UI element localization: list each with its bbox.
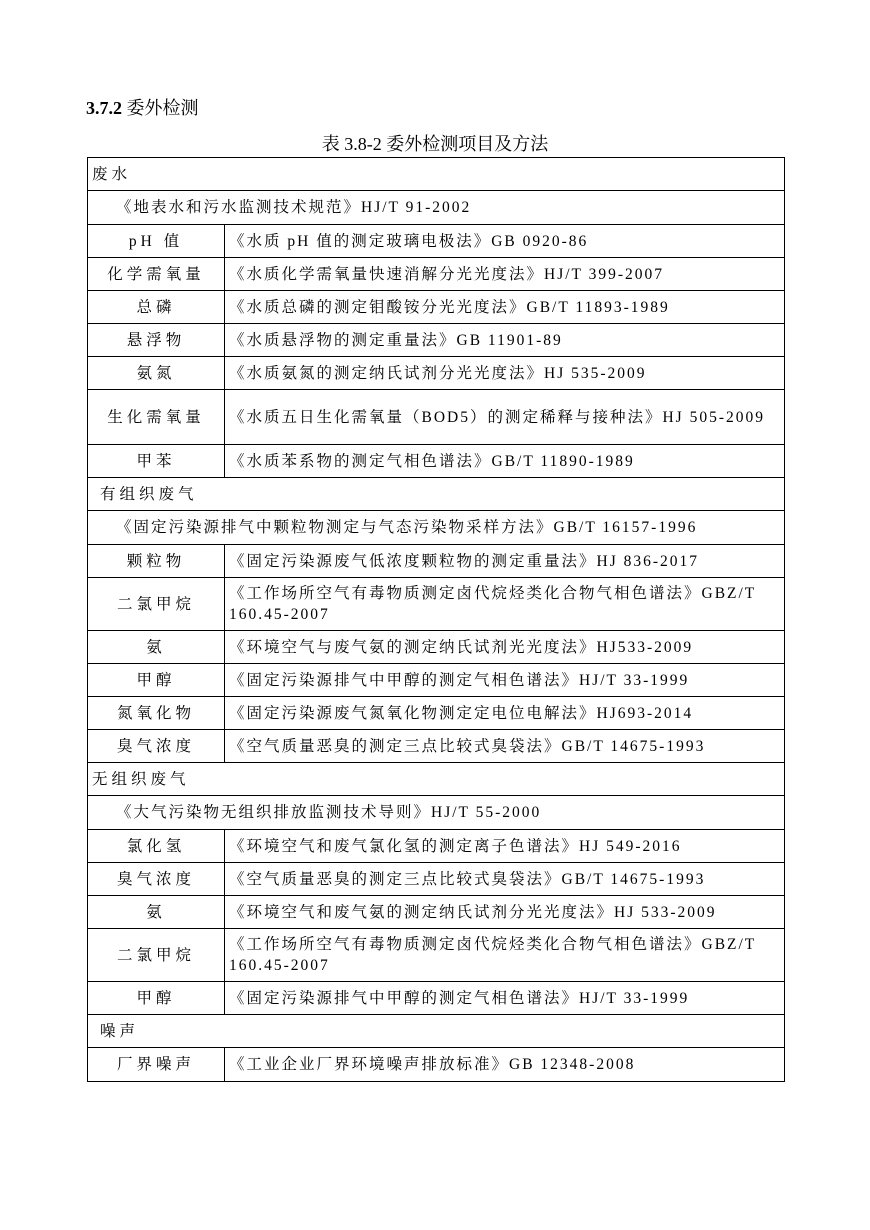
table-row: [88, 697, 785, 730]
table-row: [88, 357, 785, 390]
table-caption-title: 委外检测项目及方法: [386, 134, 549, 154]
method-text: 《环境空气与废气氨的测定纳氏试剂光光度法》HJ533-2009: [225, 631, 785, 664]
group-row-fugitive-exhaust: [88, 763, 785, 796]
method-text: 《环境空气和废气氯化氢的测定离子色谱法》HJ 549-2016: [225, 830, 785, 863]
method-text: 《空气质量恶臭的测定三点比较式臭袋法》GB/T 14675-1993: [225, 863, 785, 896]
item-name: 氨: [88, 896, 225, 929]
table-caption: [0, 130, 870, 156]
method-text: 《水质氨氮的测定纳氏试剂分光光度法》HJ 535-2009: [225, 357, 785, 390]
table-row: [88, 863, 785, 896]
item-name: 氨: [88, 631, 225, 664]
item-name: 氯化氢: [88, 830, 225, 863]
item-name: 氨氮: [88, 357, 225, 390]
method-text: 《工作场所空气有毒物质测定卤代烷烃类化合物气相色谱法》GBZ/T 160.45-2007: [225, 929, 785, 982]
method-text: 《工作场所空气有毒物质测定卤代烷烃类化合物气相色谱法》GBZ/T 160.45-2007: [225, 578, 785, 631]
table-row: [88, 982, 785, 1015]
method-text: 《水质悬浮物的测定重量法》GB 11901-89: [225, 324, 785, 357]
item-name: 甲醇: [88, 982, 225, 1015]
method-text: 《水质 pH 值的测定玻璃电极法》GB 0920-86: [225, 225, 785, 258]
table-caption-prefix: [322, 134, 387, 154]
group-row-organized-exhaust: [88, 478, 785, 511]
item-name: 化学需氧量: [88, 258, 225, 291]
item-name: 臭气浓度: [88, 730, 225, 763]
item-name: pH 值: [88, 225, 225, 258]
table-row: [88, 929, 785, 982]
item-name: 生化需氧量: [88, 390, 225, 445]
table-row: [88, 225, 785, 258]
table-row: [88, 324, 785, 357]
section-heading: [86, 94, 199, 120]
item-name: 甲醇: [88, 664, 225, 697]
method-text: 《水质五日生化需氧量（BOD5）的测定稀释与接种法》HJ 505-2009: [225, 390, 785, 445]
item-name: 二氯甲烷: [88, 578, 225, 631]
standard-row: [88, 796, 785, 830]
group-standard: 《地表水和污水监测技术规范》HJ/T 91-2002: [88, 191, 785, 225]
group-standard: 《固定污染源排气中颗粒物测定与气态污染物采样方法》GB/T 16157-1996: [88, 511, 785, 545]
method-text: 《水质化学需氧量快速消解分光光度法》HJ/T 399-2007: [225, 258, 785, 291]
method-text: 《固定污染源废气低浓度颗粒物的测定重量法》HJ 836-2017: [225, 545, 785, 578]
item-name: 悬浮物: [88, 324, 225, 357]
item-name: 颗粒物: [88, 545, 225, 578]
section-title: 委外检测: [126, 98, 199, 118]
table-row: [88, 830, 785, 863]
item-name: 臭气浓度: [88, 863, 225, 896]
method-text: 《环境空气和废气氨的测定纳氏试剂分光光度法》HJ 533-2009: [225, 896, 785, 929]
table-row: [88, 445, 785, 478]
group-row-wastewater: [88, 158, 785, 191]
item-name: 总磷: [88, 291, 225, 324]
group-standard: 《大气污染物无组织排放监测技术导则》HJ/T 55-2000: [88, 796, 785, 830]
table-row: [88, 545, 785, 578]
table-row: [88, 664, 785, 697]
table-row: [88, 390, 785, 445]
table-row: [88, 1048, 785, 1082]
table-row: [88, 631, 785, 664]
group-name: 有组织废气: [88, 478, 785, 511]
item-name: 甲苯: [88, 445, 225, 478]
table-row: [88, 578, 785, 631]
method-text: 《固定污染源排气中甲醇的测定气相色谱法》HJ/T 33-1999: [225, 664, 785, 697]
method-text: 《工业企业厂界环境噪声排放标准》GB 12348-2008: [225, 1048, 785, 1082]
item-name: 二氯甲烷: [88, 929, 225, 982]
table-row: [88, 730, 785, 763]
method-text: 《空气质量恶臭的测定三点比较式臭袋法》GB/T 14675-1993: [225, 730, 785, 763]
item-name: 氮氧化物: [88, 697, 225, 730]
table-row: [88, 896, 785, 929]
method-text: 《水质苯系物的测定气相色谱法》GB/T 11890-1989: [225, 445, 785, 478]
group-name: 噪声: [88, 1015, 785, 1048]
testing-methods-table: [87, 157, 785, 1082]
group-name: 废水: [88, 158, 785, 191]
table-caption-number: 表 3.8-2: [321, 134, 382, 154]
table-row: [88, 258, 785, 291]
group-name: 无组织废气: [88, 763, 785, 796]
method-text: 《固定污染源排气中甲醇的测定气相色谱法》HJ/T 33-1999: [225, 982, 785, 1015]
standard-row: [88, 191, 785, 225]
item-name: 厂界噪声: [88, 1048, 225, 1082]
section-number: 3.7.2: [86, 98, 122, 118]
group-row-noise: [88, 1015, 785, 1048]
table-row: [88, 291, 785, 324]
method-text: 《水质总磷的测定钼酸铵分光光度法》GB/T 11893-1989: [225, 291, 785, 324]
standard-row: [88, 511, 785, 545]
method-text: 《固定污染源废气氮氧化物测定定电位电解法》HJ693-2014: [225, 697, 785, 730]
